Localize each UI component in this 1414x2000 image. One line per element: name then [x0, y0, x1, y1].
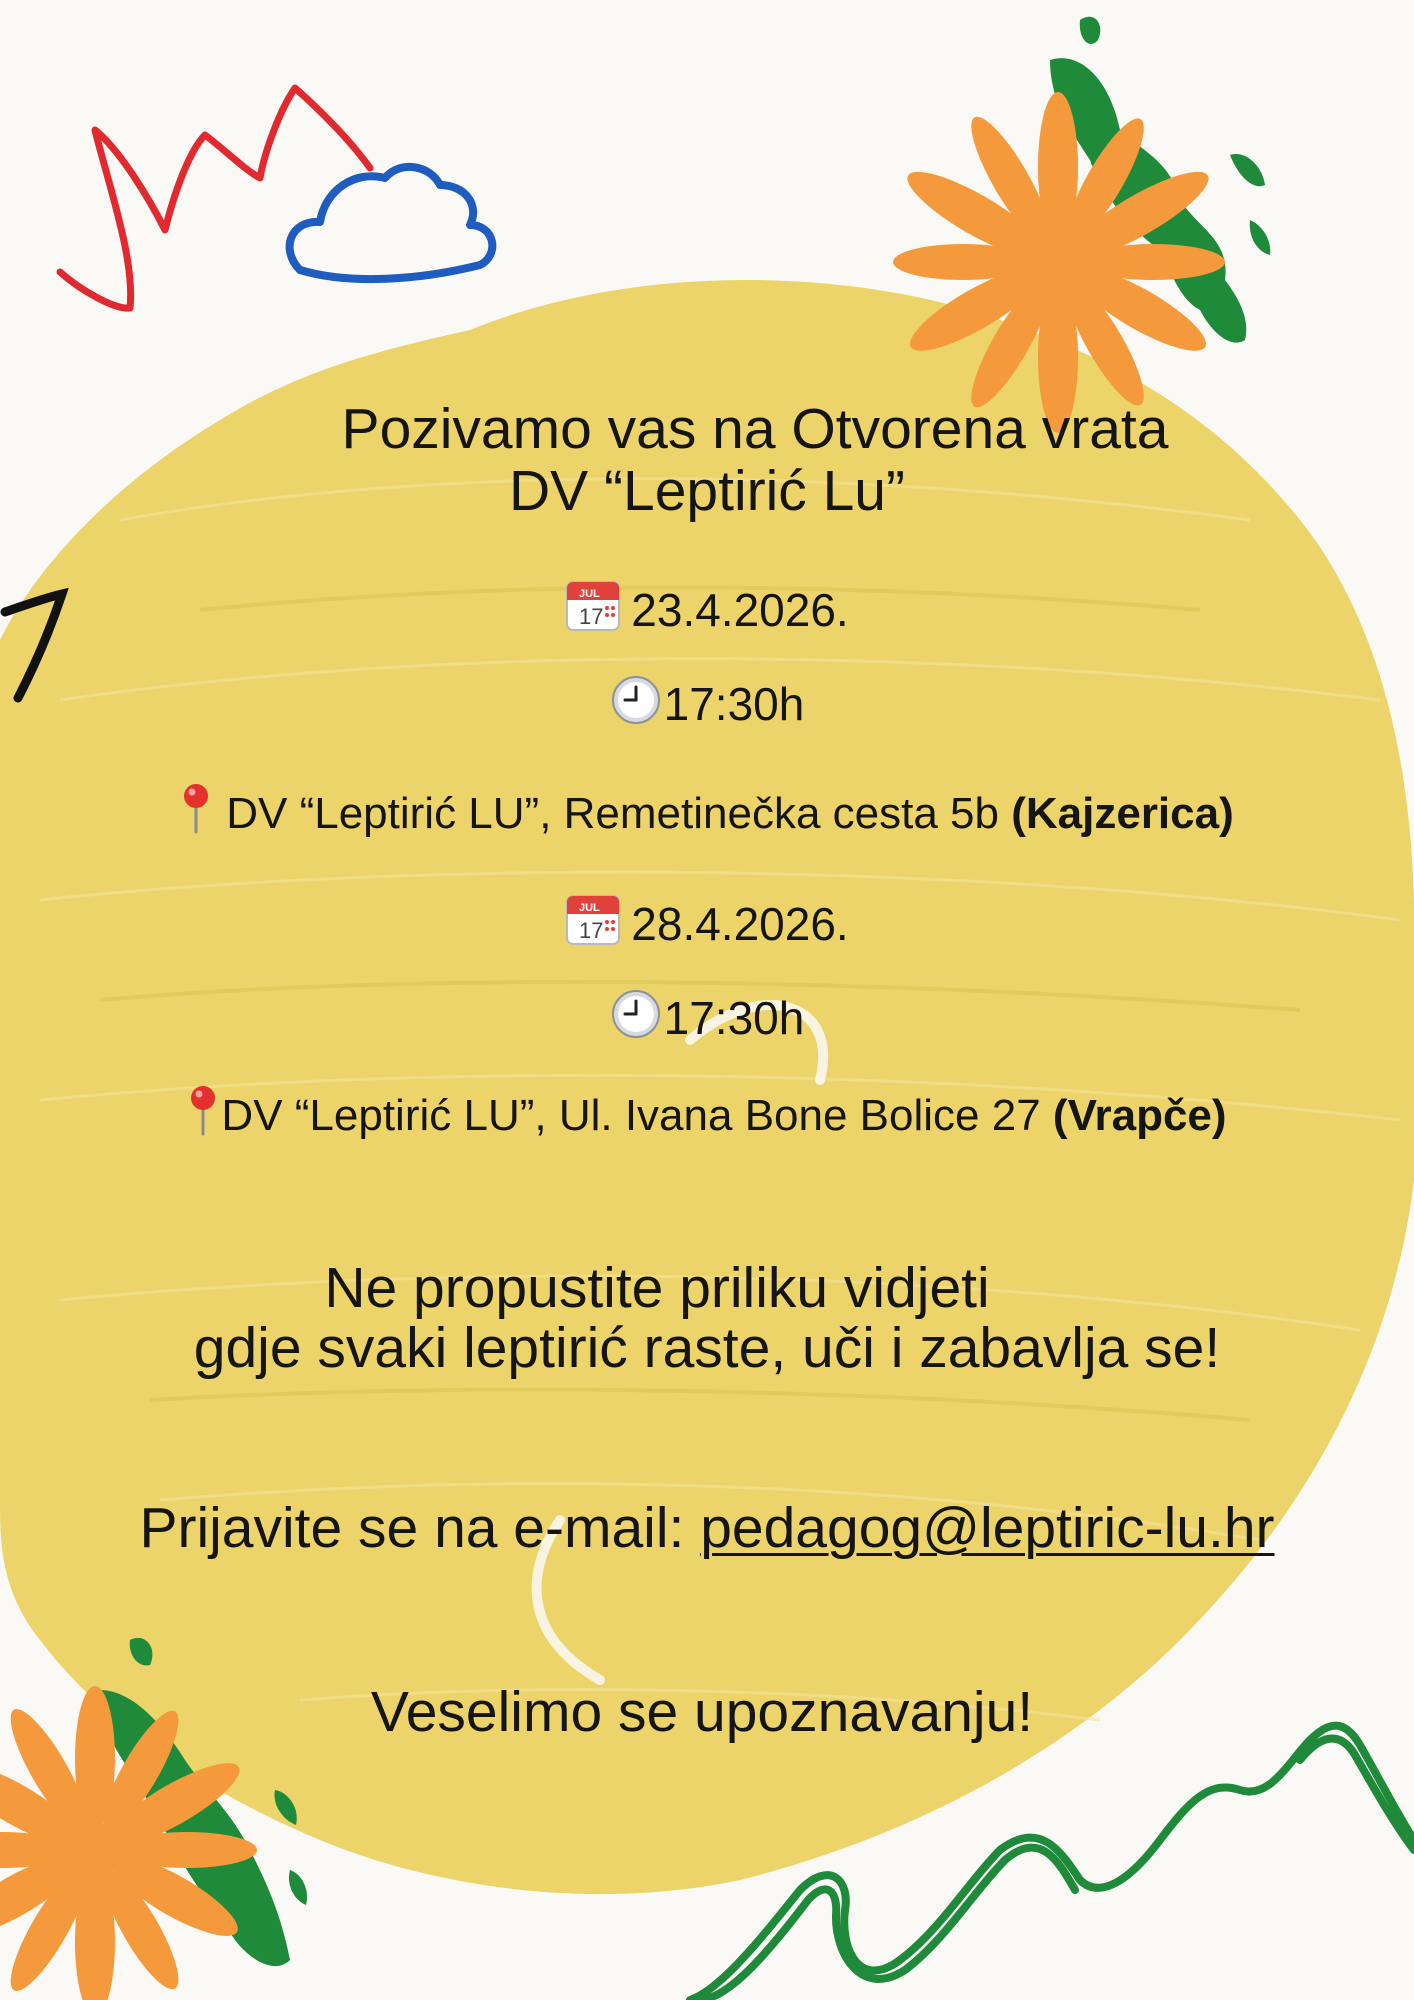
- event-2-date-row: [0, 892, 1414, 949]
- message-line2: gdje svaki leptirić raste, uči i zabavlja se!: [193, 1316, 1221, 1380]
- event-1-district: (Kajzerica): [1011, 789, 1234, 838]
- clock-icon: [610, 988, 662, 1040]
- event-2-time-row: [0, 988, 1414, 1043]
- email-link[interactable]: pedagog@leptiric-lu.hr: [700, 1496, 1275, 1560]
- calendar-month-label: JUL: [579, 588, 601, 600]
- event-1-location-row: [0, 782, 1414, 839]
- event-1-time: 17:30h: [663, 678, 805, 730]
- event-2-district: (Vrapče): [1052, 1091, 1227, 1140]
- calendar-day-label: 17: [579, 918, 604, 943]
- calendar-icon: [565, 578, 621, 632]
- event-1-time-row: [0, 674, 1414, 729]
- calendar-day-label: 17: [579, 604, 604, 629]
- event-1-date-row: [0, 578, 1414, 635]
- blue-cloud: [290, 167, 493, 279]
- event-2-date: 28.4.2026.: [631, 898, 849, 950]
- event-2-location-row: [0, 1084, 1414, 1141]
- invitation-title-line1: Pozivamo vas na Otvorena vrata: [341, 397, 1169, 461]
- calendar-month-label: JUL: [579, 902, 601, 914]
- event-1-date: 23.4.2026.: [631, 584, 849, 636]
- calendar-icon: [565, 892, 621, 946]
- pin-icon: [187, 1084, 219, 1136]
- message-line1: Ne propustite priliku vidjeti: [324, 1256, 990, 1320]
- event-1-location: DV “Leptirić LU”, Remetinečka cesta 5b: [226, 789, 1012, 838]
- event-2-time: 17:30h: [663, 992, 805, 1044]
- pin-icon: [180, 782, 212, 834]
- closing-text: Veselimo se upoznavanju!: [370, 1680, 1034, 1744]
- clock-icon: [610, 674, 662, 726]
- signup-prefix: Prijavite se na e-mail:: [139, 1496, 701, 1560]
- signup-row: [0, 1498, 1414, 1558]
- event-2-location: DV “Leptirić LU”, Ul. Ivana Bone Bolice 27: [221, 1091, 1053, 1140]
- invitation-title-line2: DV “Leptirić Lu”: [509, 459, 905, 523]
